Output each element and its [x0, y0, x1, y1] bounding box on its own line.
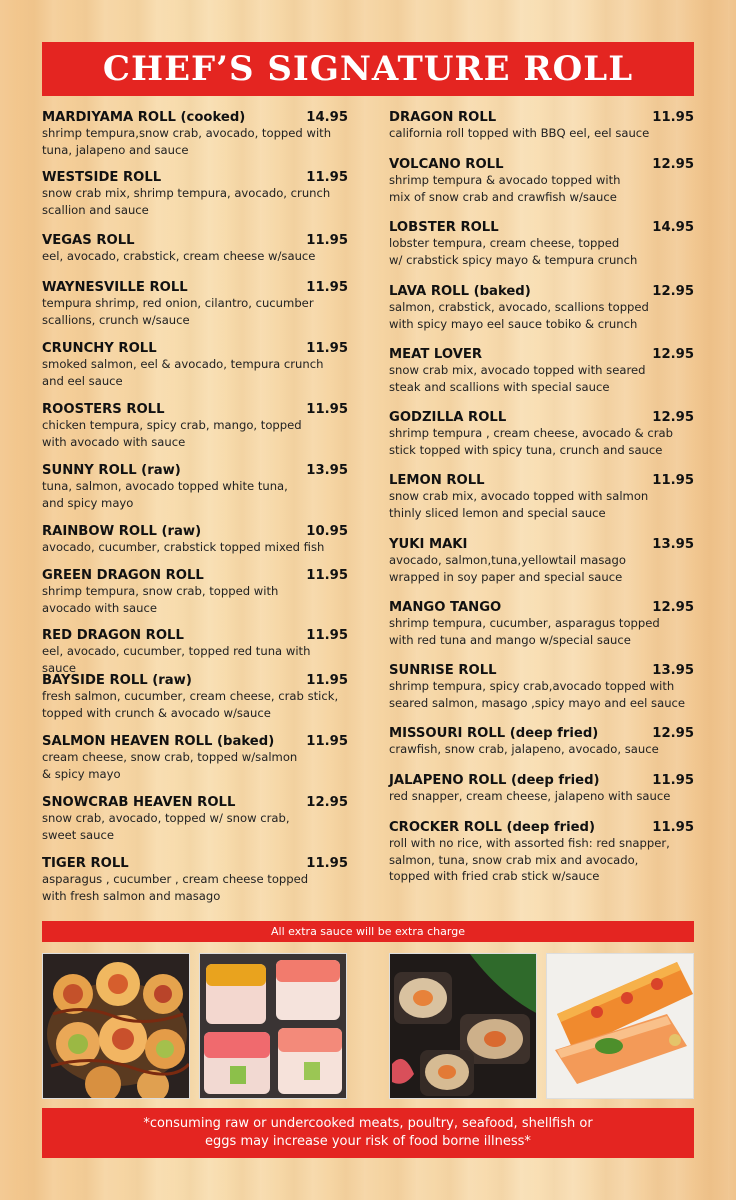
item-name: MANGO TANGO [389, 600, 502, 615]
item-description: roll with no rice, with assorted fish: red snapper, salmon, tuna, snow crab mix and avocado, topped with fried crab stick w/sauce [389, 836, 670, 883]
sliced-maki-photo [389, 953, 537, 1099]
menu-item [42, 170, 348, 218]
menu-item [42, 280, 348, 328]
item-description: tuna, salmon, avocado topped white tuna, and spicy mayo [42, 479, 288, 510]
item-name: MEAT LOVER [389, 347, 483, 362]
item-price: 11.95 [306, 856, 348, 871]
item-name: LAVA ROLL (baked) [389, 284, 531, 299]
item-name: LOBSTER ROLL [389, 220, 499, 235]
menu-item [389, 663, 694, 711]
item-description: shrimp tempura, cucumber, asparagus topped with red tuna and mango w/special sauce [389, 616, 660, 647]
item-name: CRUNCHY ROLL [42, 341, 157, 356]
item-name: VOLCANO ROLL [389, 157, 504, 172]
item-price: 11.95 [652, 820, 694, 835]
item-description: smoked salmon, eel & avocado, tempura crunch and eel sauce [42, 357, 324, 388]
menu-item [389, 284, 694, 332]
item-name: CROCKER ROLL (deep fried) [389, 820, 596, 835]
item-description: snow crab mix, shrimp tempura, avocado, crunch scallion and sauce [42, 186, 331, 217]
warning-line: *consuming raw or undercooked meats, poultry, seafood, shellfish or [143, 1116, 593, 1131]
menu-item [389, 600, 694, 648]
item-description: snow crab mix, avocado topped with seared steak and scallions with special sauce [389, 363, 646, 394]
item-name: TIGER ROLL [42, 856, 129, 871]
item-name: SUNRISE ROLL [389, 663, 497, 678]
item-description: shrimp tempura, spicy crab,avocado topped with seared salmon, masago ,spicy mayo and eel sauce [389, 679, 686, 710]
menu-item [389, 347, 694, 395]
item-price: 12.95 [652, 284, 694, 299]
menu-item [42, 568, 348, 616]
item-price: 12.95 [652, 410, 694, 425]
item-name: DRAGON ROLL [389, 110, 497, 125]
item-description: cream cheese, snow crab, topped w/salmon & spicy mayo [42, 750, 298, 781]
menu-item [42, 341, 348, 389]
item-price: 11.95 [652, 773, 694, 788]
item-price: 11.95 [306, 341, 348, 356]
item-description: snow crab, avocado, topped w/ snow crab, sweet sauce [42, 811, 290, 842]
menu-item [389, 726, 694, 758]
item-name: MARDIYAMA ROLL (cooked) [42, 110, 246, 125]
item-price: 13.95 [306, 463, 348, 478]
item-price: 12.95 [306, 795, 348, 810]
menu-item [389, 220, 694, 268]
item-name: YUKI MAKI [389, 537, 468, 552]
item-description: chicken tempura, spicy crab, mango, topped with avocado with sauce [42, 418, 302, 449]
item-name: RAINBOW ROLL (raw) [42, 524, 202, 539]
item-name: BAYSIDE ROLL (raw) [42, 673, 192, 688]
menu-item [42, 795, 348, 843]
menu-item [42, 233, 348, 265]
item-price: 11.95 [306, 170, 348, 185]
sushi-roll-photo [42, 953, 190, 1099]
item-name: MISSOURI ROLL (deep fried) [389, 726, 599, 741]
title-banner [42, 42, 694, 96]
menu-item [389, 820, 694, 885]
item-name: LEMON ROLL [389, 473, 485, 488]
item-price: 13.95 [652, 663, 694, 678]
item-description: tempura shrimp, red onion, cilantro, cucumber scallions, crunch w/sauce [42, 296, 314, 327]
menu-item [389, 773, 694, 805]
menu-item [389, 110, 694, 142]
menu-item [42, 628, 348, 676]
menu-item [389, 473, 694, 521]
warning-line: eggs may increase your risk of food borne illness* [205, 1134, 531, 1149]
item-price: 11.95 [306, 280, 348, 295]
item-description: avocado, salmon,tuna,yellowtail masago wrapped in soy paper and special sauce [389, 553, 626, 584]
item-description: salmon, crabstick, avocado, scallions topped with spicy mayo eel sauce tobiko & crunch [389, 300, 649, 331]
item-price: 10.95 [306, 524, 348, 539]
item-name: SALMON HEAVEN ROLL (baked) [42, 734, 275, 749]
item-description: shrimp tempura , cream cheese, avocado & crab stick topped with spicy tuna, crunch and sauce [389, 426, 673, 457]
menu-item [42, 856, 348, 904]
item-name: SNOWCRAB HEAVEN ROLL [42, 795, 236, 810]
item-description: fresh salmon, cucumber, cream cheese, crab stick, topped with crunch & avocado w/sauce [42, 689, 339, 720]
menu-item [42, 734, 348, 782]
item-price: 11.95 [652, 110, 694, 125]
item-name: GODZILLA ROLL [389, 410, 507, 425]
item-price: 14.95 [652, 220, 694, 235]
item-description: eel, avocado, cucumber, topped red tuna with sauce [42, 644, 311, 675]
item-description: shrimp tempura, snow crab, topped with avocado with sauce [42, 584, 279, 615]
item-description: asparagus , cucumber , cream cheese topped with fresh salmon and masago [42, 872, 309, 903]
item-name: WESTSIDE ROLL [42, 170, 162, 185]
item-price: 12.95 [652, 157, 694, 172]
menu-item [42, 110, 348, 158]
item-name: VEGAS ROLL [42, 233, 135, 248]
item-price: 11.95 [306, 628, 348, 643]
item-price: 11.95 [306, 402, 348, 417]
note-text: All extra sauce will be extra charge [271, 925, 465, 938]
menu-item [42, 673, 348, 721]
item-name: SUNNY ROLL (raw) [42, 463, 181, 478]
item-description: avocado, cucumber, crabstick topped mixed fish [42, 540, 325, 554]
item-name: JALAPENO ROLL (deep fried) [389, 773, 600, 788]
menu-item [389, 537, 694, 585]
item-price: 11.95 [306, 734, 348, 749]
menu-item [42, 463, 348, 511]
item-price: 12.95 [652, 600, 694, 615]
item-description: shrimp tempura & avocado topped with mix of snow crab and crawfish w/sauce [389, 173, 621, 204]
item-description: red snapper, cream cheese, jalapeno with sauce [389, 789, 671, 803]
item-description: california roll topped with BBQ eel, eel sauce [389, 126, 650, 140]
menu-item [42, 524, 348, 556]
item-name: WAYNESVILLE ROLL [42, 280, 188, 295]
extra-charge-note [42, 921, 694, 942]
item-description: eel, avocado, crabstick, cream cheese w/sauce [42, 249, 316, 263]
item-description: snow crab mix, avocado topped with salmon thinly sliced lemon and special sauce [389, 489, 649, 520]
item-price: 13.95 [652, 537, 694, 552]
item-price: 11.95 [306, 673, 348, 688]
salmon-roll-photo [546, 953, 694, 1099]
health-warning [42, 1108, 694, 1158]
menu-item [389, 410, 694, 458]
menu-item [389, 157, 694, 205]
item-price: 11.95 [306, 568, 348, 583]
item-price: 11.95 [652, 473, 694, 488]
item-price: 12.95 [652, 347, 694, 362]
item-price: 11.95 [306, 233, 348, 248]
item-name: RED DRAGON ROLL [42, 628, 184, 643]
item-description: crawfish, snow crab, jalapeno, avocado, sauce [389, 742, 659, 756]
item-price: 12.95 [652, 726, 694, 741]
page-title: CHEF’S SIGNATURE ROLL [102, 49, 634, 89]
item-description: lobster tempura, cream cheese, topped w/ crabstick spicy mayo & tempura crunch [389, 236, 638, 267]
menu-item [42, 402, 348, 450]
rainbow-roll-photo [199, 953, 347, 1099]
item-description: shrimp tempura,snow crab, avocado, topped with tuna, jalapeno and sauce [42, 126, 332, 157]
item-name: GREEN DRAGON ROLL [42, 568, 204, 583]
item-name: ROOSTERS ROLL [42, 402, 165, 417]
item-price: 14.95 [306, 110, 348, 125]
